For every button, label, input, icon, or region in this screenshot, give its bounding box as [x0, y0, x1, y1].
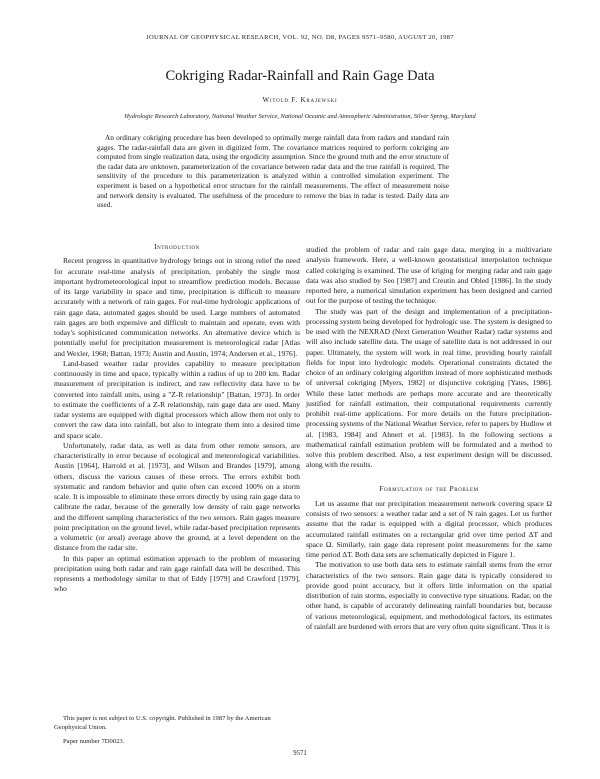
running-head: JOURNAL OF GEOPHYSICAL RESEARCH, VOL. 92, NO. D8, PAGES 9571–9580, AUGUST 20, 1987: [146, 34, 454, 41]
affiliation: Hydrologic Research Laboratory, National Weather Service, National Oceanic and Atmospheric Administration, Silver Spring, Maryland: [124, 113, 476, 120]
footnote: [54, 714, 300, 751]
paragraph: Let us assume that our precipitation measurement network covering space Ω consists of two sensors: a weather radar and a set of N rain gages. Let us further assume that the radar is equipped with a digital processor, which produces accumulated rainfall estimates on a rectangular grid over time period ΔT and space Ω. Similarly, rain gage data represent point measurements for the same time period ΔT. Both data sets are schematically depicted in Figure 1.: [306, 498, 552, 559]
paragraph: In this paper an optimal estimation approach to the problem of measuring precipitation using both radar and rain gage rainfall data will be described. This represents a methodology similar to that of Eddy [1979] and Crawford [1979], who: [54, 553, 300, 594]
left-column: [54, 240, 300, 595]
paper-number: Paper number 7D0023.: [63, 738, 125, 745]
section-heading-introduction: Introduction: [154, 242, 200, 251]
right-column: [306, 245, 552, 632]
page-number: 9571: [293, 750, 307, 757]
paragraph: studied the problem of radar and rain gage data, merging in a multivariate analysis framework. Here, a well-known geostatistical interpolation technique called cokriging is examined. The use of kriging for merging radar and rain gage data was also studied by Seo [1987] and Creutin and Obled [1986]. In the study reported here, a numerical simulation experiment has been designed and carried out for the purpose of testing the technique.: [306, 245, 552, 306]
paragraph: The study was part of the design and implementation of a precipitation-processing system being developed for hydrologic use. The system is designed to be used with the NEXRAD (Next Generation Weather Radar) radar systems and will also include satellite data. The usage of satellite data is not addressed in our paper. Ultimately, the system will work in real time, providing hourly rainfall fields for input into hydrologic models. Operational constraints dictated the choice of an ordinary cokriging algorithm instead of more sophisticated methods of universal cokriging [Myers, 1982] or disjunctive cokriging [Yates, 1986]. While these latter methods are perhaps more accurate and are theoretically justified for rainfall estimation, their computational requirements currently prohibit real-time applications. For more details on the future precipitation-processing systems of the National Weather Service, refer to papers by Hudlow et al. [1983, 1984] and Ahnert et al. [1983]. In the following sections a mathematical rainfall estimation problem will be formulated and a method to solve this problem described. Also, a test experiment design will be discussed, along with the results.: [306, 306, 552, 470]
section-heading-formulation: Formulation of the Problem: [379, 483, 479, 493]
copyright-note: This paper is not subject to U.S. copyright. Published in 1987 by the American Geophysical Union.: [54, 715, 271, 731]
paragraph: Recent progress in quantitative hydrology brings out in strong relief the need for accurate real-time analysis of precipitation, probably the single most important hydrometeorological input to streamflow prediction models. Because of its large variability in space and time, precipitation is difficult to measure accurately with a network of rain gages. For real-time hydrologic applications of rain gage data, automated gages should be used. Large numbers of automated rain gages are both expensive and difficult to maintain and operate, even with today's sophisticated communication networks. An alternative device which is potentially useful for precipitation measurement is meteorological radar [Atlas and Wexler, 1968; Battan, 1973; Austin and Austin, 1974; Andersen et al., 1976].: [54, 256, 300, 358]
paper-title: Cokriging Radar-Rainfall and Rain Gage Data: [165, 68, 435, 84]
abstract: An ordinary cokriging procedure has been developed to optimally merge rainfall data from radars and standard rain gages. The radar-rainfall data are given in digitized form. The covariance matrices required to perform cokriging are computed from single realization data, using the ergodicity assumption. Since the ground truth and the error structure of the radar data are unknown, parameterization of the covariance between radar data and the true rainfall is required. The sensitivity of the procedure to this parameterization is analyzed within a controlled simulation experiment. The experiment is based on a hypothetical error structure for the rainfall measurements. The effect of measurement noise and network density is evaluated. The usefulness of the procedure to remove the bias in radar is tested. Daily data are used.: [97, 133, 449, 210]
paragraph: Unfortunately, radar data, as well as data from other remote sensors, are characteristically in error because of ecological and meteorological variabilities. Austin [1964], Harrold et al. [1973], and Wilson and Brandes [1979], among others, discuss the various causes of these errors. The errors exhibit both systematic and random behavior and quite often can exceed 100% on a storm scale. It is impossible to eliminate these errors directly by using rain gage data to calibrate the radar, because of the generally low density of rain gage networks and the different sampling characteristics of the two sensors. Rain gages measure point precipitation on the ground level, while radar-based precipitation represents a volumetric (or areal) average above the ground, at a level dependent on the distance from the radar site.: [54, 440, 300, 553]
author: Witold F. Krajewski: [262, 96, 338, 104]
paragraph: Land-based weather radar provides capability to measure precipitation continuously in time and space, typically within a radius of up to 200 km. Radar measurement of precipitation is indirect, and raw reflectivity data have to be converted into rainfall units, using a "Z-R relationship" [Battan, 1973]. In order to estimate the coefficients of a Z-R relationship, rain gage data are used. Many radar systems are equipped with digital processors which allow them not only to convert the raw data into rainfall, but also to integrate them into a desired time and space scale.: [54, 358, 300, 440]
paragraph: The motivation to use both data sets to estimate rainfall stems from the error characteristics of the two sensors. Rain gage data is typically considered to provide good point accuracy, but it offers little information on the spatial distribution of rain storms, especially in convective type situations. Radar, on the other hand, is capable of accurately delineating rainfall boundaries but, because of various meteorological, equipment, and methodological factors, its estimates of rainfall are burdened with errors that are very often quite significant. Thus it is: [306, 560, 552, 631]
